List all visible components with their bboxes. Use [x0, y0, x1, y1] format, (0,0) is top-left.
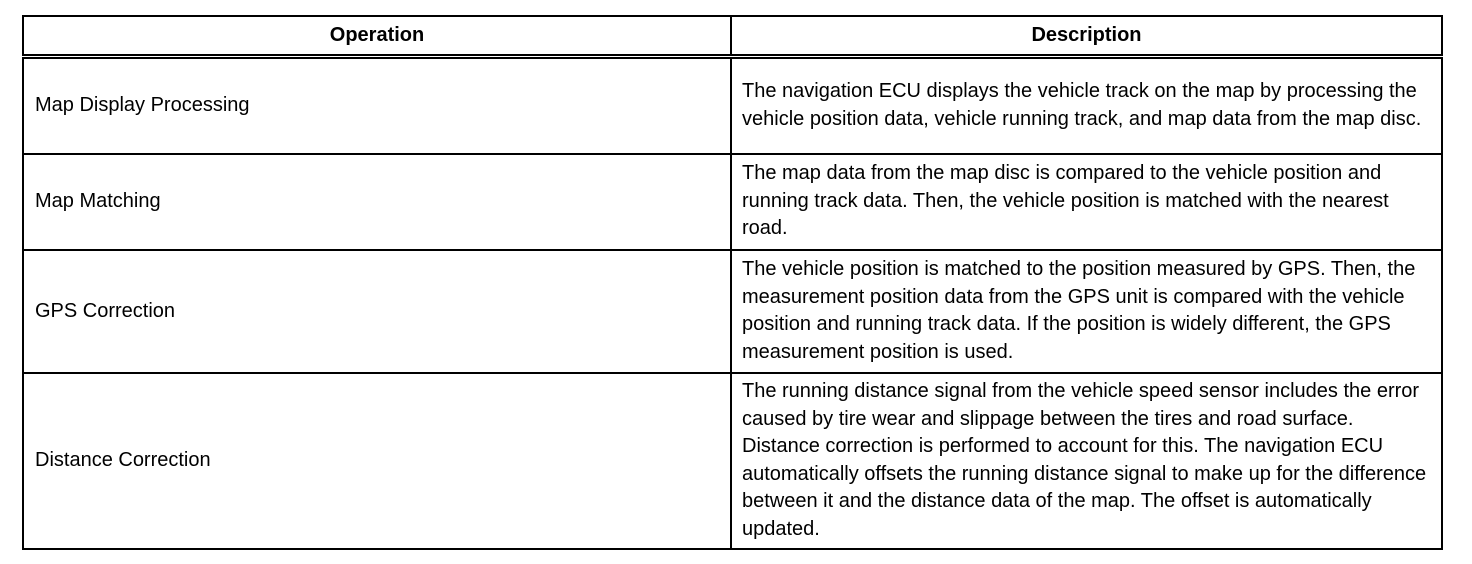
table-row	[23, 250, 1442, 373]
operations-table	[22, 15, 1443, 550]
table-row	[23, 373, 1442, 549]
operation-cell: Map Matching	[23, 154, 731, 250]
table-row	[23, 154, 1442, 250]
column-header-description: Description	[731, 16, 1442, 57]
description-cell: The running distance signal from the vehicle speed sensor includes the error caused by tire wear and slippage between the tires and road surface. Distance correction is performed to account for this. The navigation ECU automatically offsets the running distance signal to make up for the difference between it and the distance data of the map. The offset is automatically updated.	[731, 373, 1442, 549]
operation-cell: GPS Correction	[23, 250, 731, 373]
description-cell: The map data from the map disc is compared to the vehicle position and running track data. Then, the vehicle position is matched with the nearest road.	[731, 154, 1442, 250]
table-header-row	[23, 16, 1442, 57]
table-row	[23, 57, 1442, 155]
description-cell: The vehicle position is matched to the position measured by GPS. Then, the measurement position data from the GPS unit is compared with the vehicle position and running track data. If the position is widely different, the GPS measurement position is used.	[731, 250, 1442, 373]
description-cell: The navigation ECU displays the vehicle track on the map by processing the vehicle position data, vehicle running track, and map data from the map disc.	[731, 57, 1442, 155]
operation-cell: Distance Correction	[23, 373, 731, 549]
column-header-operation: Operation	[23, 16, 731, 57]
operation-cell: Map Display Processing	[23, 57, 731, 155]
